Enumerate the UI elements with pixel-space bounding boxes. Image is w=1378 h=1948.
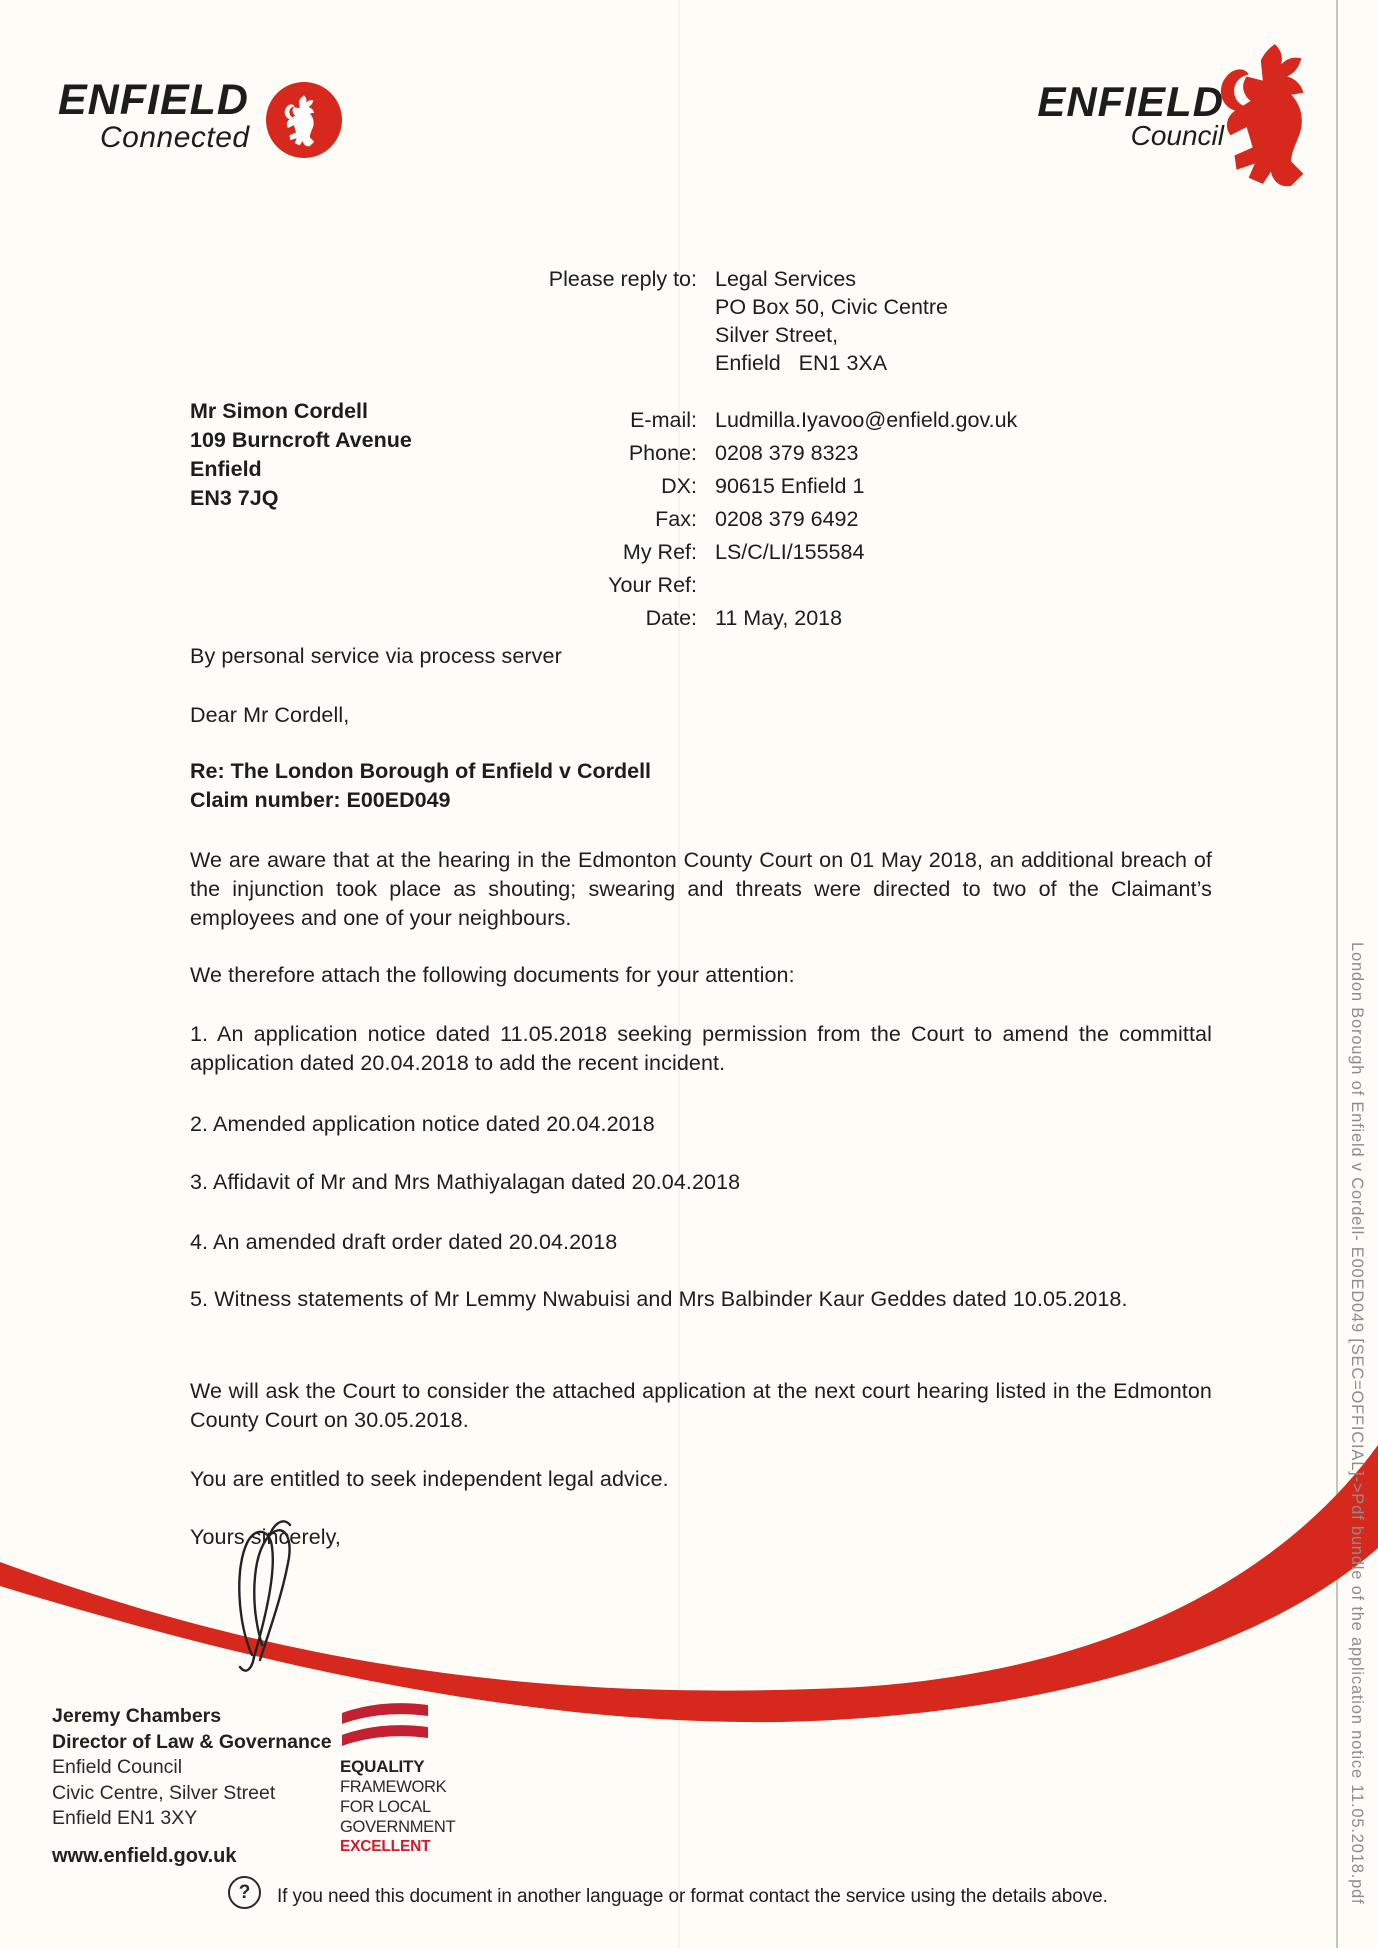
contact-label: Fax: <box>655 507 697 531</box>
contact-value-phone: 0208 379 8323 <box>715 441 859 465</box>
list-item-2: 2. Amended application notice dated 20.04.2018 <box>190 1112 655 1136</box>
recipient-street: 109 Burncroft Avenue <box>190 428 412 452</box>
contact-label: DX: <box>661 474 697 498</box>
reply-to-label: Please reply to: <box>548 267 697 291</box>
signatory-org: Enfield Council <box>52 1756 183 1778</box>
subject-line-2: Claim number: E00ED049 <box>190 788 451 812</box>
contact-value-date: 11 May, 2018 <box>715 606 843 630</box>
paragraph-attach: We therefore attach the following documents for your attention: <box>190 963 795 987</box>
enfield-connected-title: ENFIELD <box>58 76 249 124</box>
subject-line-1: Re: The London Borough of Enfield v Cordell <box>190 759 652 783</box>
paragraph-hearing: We are aware that at the hearing in the Edmonton County Court on 01 May 2018, an additional breach of the injunction took place as shouting; swearing and threats were directed to two of the Claimant’s employees and one of your neighbours. <box>190 848 1212 930</box>
contact-label: Date: <box>645 606 697 630</box>
service-method-line: By personal service via process server <box>190 644 562 668</box>
salutation: Dear Mr Cordell, <box>190 703 350 727</box>
equality-line-5: EXCELLENT <box>340 1838 431 1855</box>
list-item-3: 3. Affidavit of Mr and Mrs Mathiyalagan dated 20.04.2018 <box>190 1170 741 1194</box>
equality-line-4: GOVERNMENT <box>340 1818 456 1836</box>
enfield-council-subtitle: Council <box>1130 120 1224 151</box>
sidebar-filename: London Borough of Enfield v Cordell- E00ED049 [SEC=OFFICIAL]->Pdf bundle of the application notice 11.05.2018.pdf <box>1348 942 1366 1905</box>
contact-value-dx: 90615 Enfield 1 <box>715 474 865 498</box>
help-icon: ? <box>228 1876 261 1909</box>
contact-label: Your Ref: <box>608 573 697 597</box>
contact-label: E-mail: <box>630 408 697 432</box>
equality-line-3: FOR LOCAL <box>340 1798 431 1816</box>
reply-to-line: Enfield EN1 3XA <box>715 351 888 375</box>
list-item-1: 1. An application notice dated 11.05.2018 seeking permission from the Court to amend the committal application dated 20.04.2018 to add the recent incident. <box>190 1022 1212 1075</box>
list-item-5: 5. Witness statements of Mr Lemmy Nwabuisi and Mrs Balbinder Kaur Geddes dated 10.05.2018. <box>190 1287 1128 1311</box>
equality-logo <box>340 1698 455 1856</box>
reply-to-line: PO Box 50, Civic Centre <box>715 295 949 319</box>
reply-to-line: Legal Services <box>715 267 857 291</box>
contact-label: My Ref: <box>622 540 697 564</box>
website-url: www.enfield.gov.uk <box>52 1844 237 1867</box>
signatory-title: Director of Law & Governance <box>52 1730 332 1753</box>
contact-label: Phone: <box>628 441 697 465</box>
paragraph-legal-advice: You are entitled to seek independent legal advice. <box>190 1467 669 1491</box>
contact-value-my-ref: LS/C/LI/155584 <box>715 540 865 564</box>
equality-line-1: EQUALITY <box>340 1757 425 1776</box>
signatory-address-1: Civic Centre, Silver Street <box>52 1781 276 1804</box>
enfield-connected-subtitle: Connected <box>100 121 250 154</box>
closing: Yours sincerely, <box>190 1525 341 1549</box>
signature-scribble <box>210 1505 340 1680</box>
paragraph-next-hearing: We will ask the Court to consider the attached application at the next court hearing listed in the Edmonton County Court on 30.05.2018. <box>190 1379 1212 1432</box>
signatory-address-2: Enfield EN1 3XY <box>52 1807 198 1829</box>
equality-stripes-icon <box>340 1698 430 1746</box>
signatory-name: Jeremy Chambers <box>52 1705 222 1727</box>
enfield-council-title: ENFIELD <box>1037 78 1224 125</box>
equality-line-2: FRAMEWORK <box>340 1778 447 1796</box>
list-item-4: 4. An amended draft order dated 20.04.2018 <box>190 1230 618 1254</box>
contact-value-email: Ludmilla.Iyavoo@enfield.gov.uk <box>715 408 1018 432</box>
contact-value-fax: 0208 379 6492 <box>715 507 859 531</box>
recipient-postcode: EN3 7JQ <box>190 486 279 510</box>
recipient-town: Enfield <box>190 457 262 481</box>
reply-to-line: Silver Street, <box>715 323 839 347</box>
language-help-note: If you need this document in another language or format contact the service using the details above. <box>277 1886 1108 1907</box>
recipient-name: Mr Simon Cordell <box>190 399 368 423</box>
